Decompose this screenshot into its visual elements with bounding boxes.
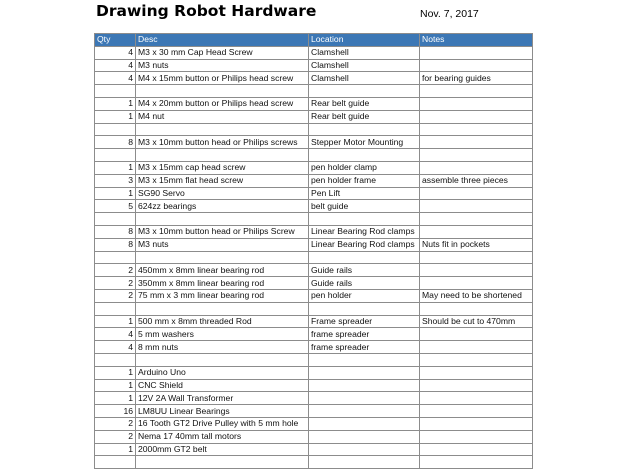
location-cell[interactable]: Clamshell bbox=[309, 59, 420, 72]
notes-cell[interactable] bbox=[420, 405, 533, 418]
location-cell[interactable]: Rear belt guide bbox=[309, 110, 420, 123]
desc-cell[interactable]: 12V 2A Wall Transformer bbox=[136, 392, 309, 405]
notes-cell[interactable] bbox=[420, 59, 533, 72]
qty-cell[interactable]: 2 bbox=[95, 264, 136, 277]
desc-cell[interactable]: 5 mm washers bbox=[136, 328, 309, 341]
table-row bbox=[95, 405, 533, 418]
location-cell[interactable]: Clamshell bbox=[309, 72, 420, 85]
desc-cell[interactable] bbox=[136, 353, 309, 366]
notes-cell[interactable] bbox=[420, 430, 533, 443]
table-row bbox=[95, 213, 533, 226]
desc-cell[interactable]: M3 x 30 mm Cap Head Screw bbox=[136, 46, 309, 59]
header-qty[interactable]: Qty bbox=[95, 34, 136, 47]
qty-cell[interactable]: 4 bbox=[95, 328, 136, 341]
table-header-row bbox=[95, 34, 533, 47]
qty-cell[interactable]: 1 bbox=[95, 110, 136, 123]
location-cell[interactable]: Frame spreader bbox=[309, 315, 420, 328]
location-cell[interactable] bbox=[309, 149, 420, 162]
location-cell[interactable]: Pen Lift bbox=[309, 187, 420, 200]
desc-cell[interactable]: 624zz bearings bbox=[136, 200, 309, 213]
location-cell[interactable]: pen holder frame bbox=[309, 174, 420, 187]
notes-cell[interactable] bbox=[420, 302, 533, 315]
qty-cell[interactable]: 8 bbox=[95, 136, 136, 149]
desc-cell[interactable]: M3 x 15mm flat head screw bbox=[136, 174, 309, 187]
table-row bbox=[95, 200, 533, 213]
qty-cell[interactable]: 2 bbox=[95, 417, 136, 430]
qty-cell[interactable]: 4 bbox=[95, 59, 136, 72]
desc-cell[interactable] bbox=[136, 213, 309, 226]
location-cell[interactable] bbox=[309, 443, 420, 456]
desc-cell[interactable]: M3 x 10mm button head or Philips screws bbox=[136, 136, 309, 149]
desc-cell[interactable] bbox=[136, 456, 309, 469]
desc-cell[interactable]: 450mm x 8mm linear bearing rod bbox=[136, 264, 309, 277]
table-row bbox=[95, 59, 533, 72]
qty-cell[interactable] bbox=[95, 149, 136, 162]
qty-cell[interactable]: 5 bbox=[95, 200, 136, 213]
desc-cell[interactable] bbox=[136, 149, 309, 162]
qty-cell[interactable]: 1 bbox=[95, 315, 136, 328]
table-row bbox=[95, 379, 533, 392]
notes-cell[interactable] bbox=[420, 161, 533, 174]
table-row bbox=[95, 456, 533, 469]
header-notes[interactable]: Notes bbox=[420, 34, 533, 47]
notes-cell[interactable] bbox=[420, 366, 533, 379]
table-row bbox=[95, 149, 533, 162]
location-cell[interactable]: frame spreader bbox=[309, 328, 420, 341]
desc-cell[interactable]: 500 mm x 8mm threaded Rod bbox=[136, 315, 309, 328]
location-cell[interactable] bbox=[309, 85, 420, 98]
location-cell[interactable] bbox=[309, 302, 420, 315]
table-row bbox=[95, 123, 533, 136]
notes-cell[interactable] bbox=[420, 200, 533, 213]
desc-cell[interactable]: Arduino Uno bbox=[136, 366, 309, 379]
qty-cell[interactable] bbox=[95, 456, 136, 469]
qty-cell[interactable]: 4 bbox=[95, 46, 136, 59]
location-cell[interactable]: Guide rails bbox=[309, 264, 420, 277]
table-row bbox=[95, 302, 533, 315]
qty-cell[interactable] bbox=[95, 123, 136, 136]
sheet-date[interactable]: Nov. 7, 2017 bbox=[420, 8, 479, 20]
location-cell[interactable] bbox=[309, 123, 420, 136]
notes-cell[interactable] bbox=[420, 149, 533, 162]
table-row bbox=[95, 443, 533, 456]
desc-cell[interactable]: M3 nuts bbox=[136, 238, 309, 251]
notes-cell[interactable] bbox=[420, 264, 533, 277]
table-row bbox=[95, 225, 533, 238]
notes-cell[interactable] bbox=[420, 97, 533, 110]
qty-cell[interactable]: 2 bbox=[95, 289, 136, 302]
location-cell[interactable] bbox=[309, 366, 420, 379]
qty-cell[interactable]: 3 bbox=[95, 174, 136, 187]
qty-cell[interactable]: 8 bbox=[95, 225, 136, 238]
table-row bbox=[95, 136, 533, 149]
desc-cell[interactable]: CNC Shield bbox=[136, 379, 309, 392]
table-row bbox=[95, 85, 533, 98]
desc-cell[interactable]: M3 x 10mm button head or Philips Screw bbox=[136, 225, 309, 238]
location-cell[interactable] bbox=[309, 379, 420, 392]
location-cell[interactable]: Linear Bearing Rod clamps bbox=[309, 238, 420, 251]
notes-cell[interactable] bbox=[420, 213, 533, 226]
table-row bbox=[95, 353, 533, 366]
notes-cell[interactable]: May need to be shortened bbox=[420, 289, 533, 302]
table-row bbox=[95, 161, 533, 174]
qty-cell[interactable]: 1 bbox=[95, 392, 136, 405]
table-row bbox=[95, 72, 533, 85]
location-cell[interactable]: pen holder clamp bbox=[309, 161, 420, 174]
location-cell[interactable] bbox=[309, 251, 420, 264]
notes-cell[interactable] bbox=[420, 379, 533, 392]
notes-cell[interactable] bbox=[420, 328, 533, 341]
table-row bbox=[95, 46, 533, 59]
notes-cell[interactable] bbox=[420, 456, 533, 469]
location-cell[interactable] bbox=[309, 430, 420, 443]
table-row bbox=[95, 392, 533, 405]
location-cell[interactable]: Guide rails bbox=[309, 277, 420, 290]
qty-cell[interactable]: 1 bbox=[95, 366, 136, 379]
location-cell[interactable] bbox=[309, 405, 420, 418]
qty-cell[interactable] bbox=[95, 251, 136, 264]
notes-cell[interactable] bbox=[420, 392, 533, 405]
desc-cell[interactable] bbox=[136, 251, 309, 264]
location-cell[interactable]: Stepper Motor Mounting bbox=[309, 136, 420, 149]
table-row bbox=[95, 97, 533, 110]
table-row bbox=[95, 174, 533, 187]
desc-cell[interactable] bbox=[136, 302, 309, 315]
notes-cell[interactable] bbox=[420, 251, 533, 264]
notes-cell[interactable] bbox=[420, 46, 533, 59]
desc-cell[interactable] bbox=[136, 85, 309, 98]
notes-cell[interactable] bbox=[420, 136, 533, 149]
notes-cell[interactable] bbox=[420, 123, 533, 136]
location-cell[interactable] bbox=[309, 417, 420, 430]
table-row bbox=[95, 251, 533, 264]
qty-cell[interactable] bbox=[95, 213, 136, 226]
notes-cell[interactable] bbox=[420, 225, 533, 238]
qty-cell[interactable]: 1 bbox=[95, 379, 136, 392]
location-cell[interactable]: Rear belt guide bbox=[309, 97, 420, 110]
table-row bbox=[95, 315, 533, 328]
header-location[interactable]: Location bbox=[309, 34, 420, 47]
qty-cell[interactable]: 2 bbox=[95, 277, 136, 290]
notes-cell[interactable]: assemble three pieces bbox=[420, 174, 533, 187]
table-row bbox=[95, 238, 533, 251]
table-row bbox=[95, 366, 533, 379]
qty-cell[interactable]: 16 bbox=[95, 405, 136, 418]
desc-cell[interactable]: Nema 17 40mm tall motors bbox=[136, 430, 309, 443]
desc-cell[interactable]: 16 Tooth GT2 Drive Pulley with 5 mm hole bbox=[136, 417, 309, 430]
notes-cell[interactable] bbox=[420, 353, 533, 366]
notes-cell[interactable]: Nuts fit in pockets bbox=[420, 238, 533, 251]
qty-cell[interactable] bbox=[95, 85, 136, 98]
qty-cell[interactable]: 8 bbox=[95, 238, 136, 251]
table-row bbox=[95, 328, 533, 341]
table-row bbox=[95, 264, 533, 277]
notes-cell[interactable]: for bearing guides bbox=[420, 72, 533, 85]
table-row bbox=[95, 341, 533, 354]
table-row bbox=[95, 417, 533, 430]
location-cell[interactable]: pen holder bbox=[309, 289, 420, 302]
desc-cell[interactable]: M4 x 15mm button or Philips head screw bbox=[136, 72, 309, 85]
desc-cell[interactable]: SG90 Servo bbox=[136, 187, 309, 200]
qty-cell[interactable]: 1 bbox=[95, 187, 136, 200]
notes-cell[interactable] bbox=[420, 417, 533, 430]
desc-cell[interactable] bbox=[136, 123, 309, 136]
hardware-table bbox=[94, 33, 533, 469]
qty-cell[interactable] bbox=[95, 353, 136, 366]
header-desc[interactable]: Desc bbox=[136, 34, 309, 47]
table-row bbox=[95, 110, 533, 123]
table-row bbox=[95, 289, 533, 302]
location-cell[interactable] bbox=[309, 353, 420, 366]
table-row bbox=[95, 277, 533, 290]
desc-cell[interactable]: M3 nuts bbox=[136, 59, 309, 72]
notes-cell[interactable]: Should be cut to 470mm bbox=[420, 315, 533, 328]
notes-cell[interactable] bbox=[420, 110, 533, 123]
desc-cell[interactable]: 350mm x 8mm linear bearing rod bbox=[136, 277, 309, 290]
location-cell[interactable]: belt guide bbox=[309, 200, 420, 213]
desc-cell[interactable]: 8 mm nuts bbox=[136, 341, 309, 354]
qty-cell[interactable] bbox=[95, 302, 136, 315]
desc-cell[interactable]: M4 x 20mm button or Philips head screw bbox=[136, 97, 309, 110]
notes-cell[interactable] bbox=[420, 443, 533, 456]
notes-cell[interactable] bbox=[420, 85, 533, 98]
notes-cell[interactable] bbox=[420, 277, 533, 290]
desc-cell[interactable]: M4 nut bbox=[136, 110, 309, 123]
notes-cell[interactable] bbox=[420, 187, 533, 200]
qty-cell[interactable]: 4 bbox=[95, 341, 136, 354]
qty-cell[interactable]: 1 bbox=[95, 97, 136, 110]
location-cell[interactable] bbox=[309, 213, 420, 226]
qty-cell[interactable]: 1 bbox=[95, 443, 136, 456]
qty-cell[interactable]: 4 bbox=[95, 72, 136, 85]
notes-cell[interactable] bbox=[420, 341, 533, 354]
desc-cell[interactable]: LM8UU Linear Bearings bbox=[136, 405, 309, 418]
qty-cell[interactable]: 1 bbox=[95, 161, 136, 174]
sheet-title[interactable]: Drawing Robot Hardware bbox=[96, 2, 317, 20]
location-cell[interactable] bbox=[309, 456, 420, 469]
table-row bbox=[95, 430, 533, 443]
table-row bbox=[95, 187, 533, 200]
desc-cell[interactable]: 75 mm x 3 mm linear bearing rod bbox=[136, 289, 309, 302]
desc-cell[interactable]: 2000mm GT2 belt bbox=[136, 443, 309, 456]
desc-cell[interactable]: M3 x 15mm cap head screw bbox=[136, 161, 309, 174]
qty-cell[interactable]: 2 bbox=[95, 430, 136, 443]
location-cell[interactable]: Clamshell bbox=[309, 46, 420, 59]
location-cell[interactable]: Linear Bearing Rod clamps bbox=[309, 225, 420, 238]
location-cell[interactable] bbox=[309, 392, 420, 405]
location-cell[interactable]: frame spreader bbox=[309, 341, 420, 354]
